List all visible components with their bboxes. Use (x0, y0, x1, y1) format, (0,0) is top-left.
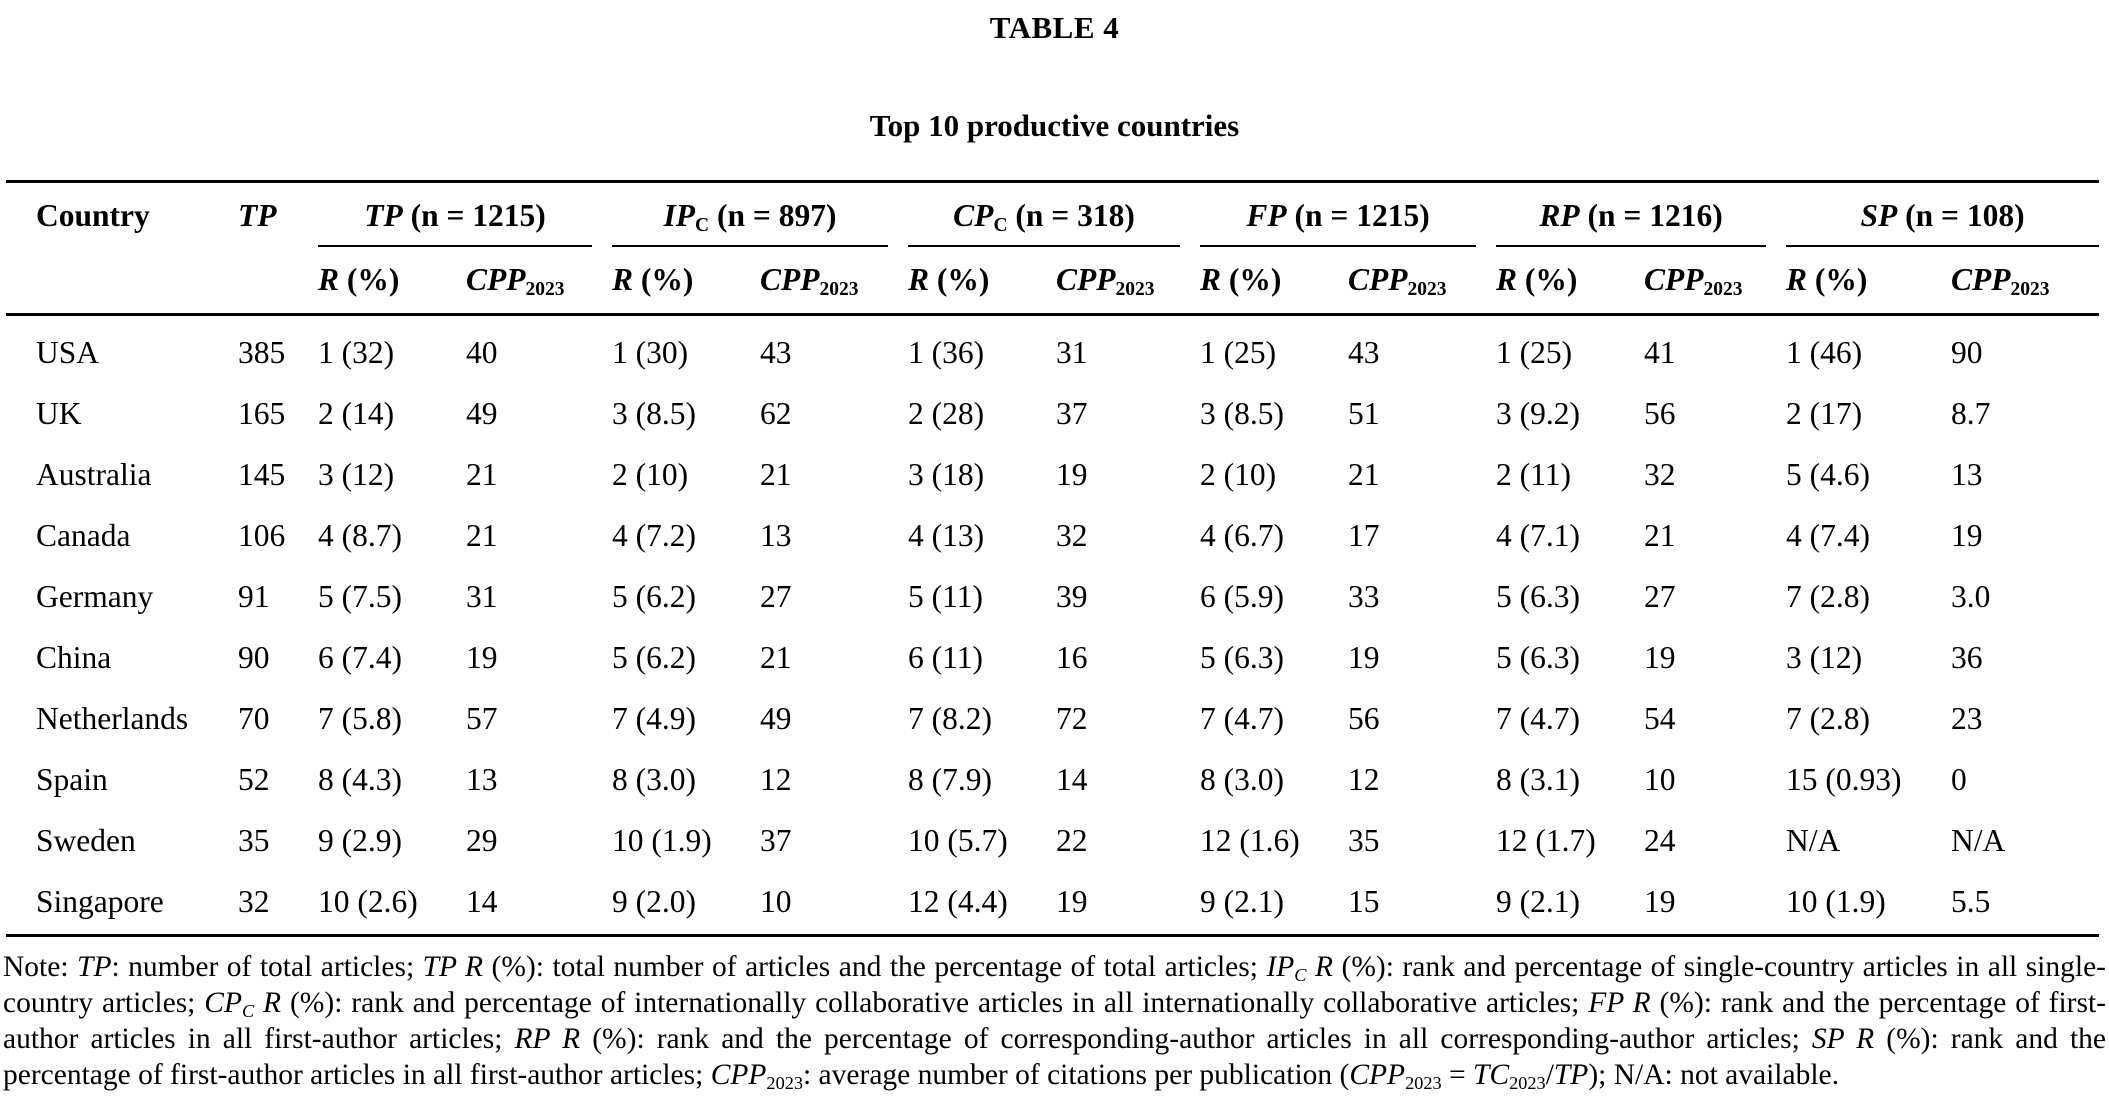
data-cell: 35 (238, 823, 270, 858)
data-cell: 56 (1644, 396, 1676, 431)
header-row-groups (6, 182, 2099, 248)
data-cell: 32 (1056, 518, 1088, 553)
data-cell: 9 (2.1) (1200, 871, 1348, 936)
subheader-cpp-cp: $CPP_{2023}$ (1056, 247, 1200, 315)
note-text: ); N/A: not available. (1588, 1059, 1840, 1091)
data-cell: 10 (1644, 762, 1676, 797)
data-cell: 19 (1056, 457, 1088, 492)
data-cell: 39 (1056, 579, 1088, 614)
country-cell: China (36, 640, 112, 675)
group-header-fp (1200, 182, 1496, 248)
data-cell: 62 (760, 396, 792, 431)
data-cell: 49 (760, 701, 792, 736)
data-cell: 3.0 (1951, 579, 1991, 614)
data-cell: 2 (10) (612, 457, 689, 492)
group-header-cp (908, 182, 1200, 248)
data-cell: 32 (238, 871, 318, 936)
table-row (6, 315, 2099, 384)
data-cell: 21 (466, 518, 498, 553)
data-cell: 57 (466, 701, 498, 736)
data-cell: 17 (1348, 518, 1380, 553)
note-text: 2023 (1405, 1073, 1442, 1094)
subheader-cpp-tp: $CPP_{2023}$ (466, 247, 612, 315)
data-cell: 72 (1056, 701, 1088, 736)
note-text: IP (1266, 951, 1295, 983)
data-cell: 8 (4.3) (318, 762, 402, 797)
data-cell: 35 (1348, 823, 1380, 858)
data-cell: 4 (7.1) (1496, 518, 1580, 553)
table-row (6, 871, 2099, 936)
country-cell: Sweden (36, 823, 136, 858)
data-cell: 5.5 (1951, 871, 2099, 936)
data-cell: 8 (3.0) (612, 762, 696, 797)
data-cell: 10 (1.9) (1786, 871, 1951, 936)
data-cell: 2 (14) (318, 396, 395, 431)
data-cell: 21 (1644, 518, 1676, 553)
data-cell: 1 (25) (1496, 335, 1573, 370)
subheader-rank-sp: R (%) (1786, 247, 1951, 315)
data-cell: 145 (238, 457, 286, 492)
data-cell: 43 (760, 335, 792, 370)
data-cell: 5 (6.3) (1496, 579, 1580, 614)
data-cell: 33 (1348, 579, 1380, 614)
data-cell: 3 (8.5) (612, 396, 696, 431)
data-cell: 5 (6.2) (612, 640, 696, 675)
data-cell: 3 (12) (318, 457, 395, 492)
data-cell: 43 (1348, 335, 1380, 370)
data-cell: 52 (238, 762, 270, 797)
data-cell: 8.7 (1951, 396, 1991, 431)
data-cell: 29 (466, 823, 498, 858)
data-cell: 32 (1644, 457, 1676, 492)
data-cell: 15 (1348, 871, 1496, 936)
data-cell: 5 (6.3) (1200, 640, 1284, 675)
data-cell: 6 (5.9) (1200, 579, 1284, 614)
data-cell: 31 (466, 579, 498, 614)
data-cell: 14 (1056, 762, 1088, 797)
note-text: CPP (1349, 1059, 1406, 1091)
note-text: (%): rank and percentage of internationally collaborative articles in all internationally collaborative articles; (281, 987, 1589, 1019)
data-cell: 12 (1348, 762, 1380, 797)
data-cell: 24 (1644, 823, 1676, 858)
data-cell: 10 (1.9) (612, 823, 712, 858)
data-cell: 2 (11) (1496, 457, 1571, 492)
data-cell: 19 (1644, 640, 1676, 675)
note-text: (%): rank and the percentage of corresponding-author articles in all corresponding-author articles; (580, 1023, 1812, 1055)
country-cell: Netherlands (36, 701, 189, 736)
table-body (6, 315, 2099, 936)
note-text: C (241, 1001, 255, 1022)
data-cell: 19 (1348, 640, 1380, 675)
data-cell: 3 (9.2) (1496, 396, 1580, 431)
data-cell: 10 (760, 871, 908, 936)
note-text: : number of total articles; (111, 951, 423, 983)
data-cell: 16 (1056, 640, 1088, 675)
data-cell: 7 (2.8) (1786, 701, 1870, 736)
data-cell: 90 (1951, 335, 1983, 370)
note-text: RP R (514, 1023, 581, 1055)
data-cell: 7 (4.7) (1496, 701, 1580, 736)
country-cell: USA (36, 335, 100, 370)
data-cell: 37 (760, 823, 792, 858)
data-cell: 27 (1644, 579, 1676, 614)
data-cell: 9 (2.9) (318, 823, 402, 858)
note-text: Note: (3, 951, 78, 983)
data-cell: 8 (3.1) (1496, 762, 1580, 797)
note-text: (%): rank and percentage of single-country articles in all single-country articles; (3, 951, 2106, 1019)
group-header-label: RP (n = 1216) (1496, 198, 1766, 247)
table-row (6, 810, 2099, 871)
data-cell: 5 (11) (908, 579, 983, 614)
group-header-tp (318, 182, 612, 248)
data-cell: 5 (6.3) (1496, 640, 1580, 675)
group-header-label: TP (n = 1215) (318, 198, 592, 247)
country-cell: Canada (36, 518, 131, 553)
table-row (6, 749, 2099, 810)
data-cell: 5 (7.5) (318, 579, 402, 614)
data-cell: 4 (8.7) (318, 518, 402, 553)
data-cell: 13 (760, 518, 792, 553)
data-cell: 165 (238, 396, 286, 431)
data-cell: 21 (1348, 457, 1380, 492)
group-header-rp (1496, 182, 1786, 248)
data-cell: N/A (1951, 823, 2006, 858)
data-cell: 7 (8.2) (908, 701, 992, 736)
subheader-cpp-fp: $CPP_{2023}$ (1348, 247, 1496, 315)
data-cell: N/A (1786, 823, 1841, 858)
table-caption: Top 10 productive countries (869, 108, 1240, 143)
data-cell: 7 (4.7) (1200, 701, 1284, 736)
data-cell: 3 (18) (908, 457, 985, 492)
subheader-cpp-ip: $CPP_{2023}$ (760, 247, 908, 315)
data-cell: 1 (46) (1786, 335, 1863, 370)
data-cell: 8 (3.0) (1200, 762, 1284, 797)
note-text: SP R (1811, 1023, 1875, 1055)
data-cell: 13 (466, 762, 498, 797)
note-text: (%): total number of articles and the percentage of total articles; (483, 951, 1267, 983)
data-cell: 56 (1348, 701, 1380, 736)
data-cell: 37 (1056, 396, 1088, 431)
table-row (6, 627, 2099, 688)
data-cell: 12 (760, 762, 792, 797)
note-text: R (1306, 951, 1334, 983)
data-cell: 12 (1.6) (1200, 823, 1300, 858)
data-cell: 1 (36) (908, 335, 985, 370)
country-cell: Spain (36, 762, 108, 797)
group-header-label: SP (n = 108) (1786, 198, 2099, 247)
data-cell: 2 (28) (908, 396, 985, 431)
data-cell: 36 (1951, 640, 1983, 675)
productive-countries-table (6, 180, 2099, 937)
note-text: (%): rank and the percentage of first-author articles in all first-author articles; (3, 1023, 2106, 1091)
data-cell: 12 (4.4) (908, 871, 1056, 936)
note-text: 2023 (766, 1073, 803, 1094)
note-text: 2023 (1509, 1073, 1546, 1094)
data-cell: 1 (30) (612, 335, 689, 370)
data-cell: 5 (4.6) (1786, 457, 1870, 492)
data-cell: 4 (7.2) (612, 518, 696, 553)
note-text: : average number of citations per publication ( (802, 1059, 1350, 1091)
note-text: = (1441, 1059, 1474, 1091)
data-cell: 21 (760, 457, 792, 492)
table-row (6, 444, 2099, 505)
group-header-label: $CP_C$ (n = 318) (908, 198, 1180, 247)
data-cell: 51 (1348, 396, 1380, 431)
subheader-rank-fp: R (%) (1200, 247, 1348, 315)
data-cell: 0 (1951, 762, 1967, 797)
data-cell: 5 (6.2) (612, 579, 696, 614)
table-row (6, 566, 2099, 627)
data-cell: 6 (11) (908, 640, 983, 675)
data-cell: 7 (2.8) (1786, 579, 1870, 614)
country-column-header: Country (6, 182, 238, 315)
data-cell: 7 (4.9) (612, 701, 696, 736)
data-cell: 3 (8.5) (1200, 396, 1284, 431)
data-cell: 2 (17) (1786, 396, 1863, 431)
data-cell: 91 (238, 579, 270, 614)
data-cell: 13 (1951, 457, 1983, 492)
data-cell: 10 (2.6) (318, 871, 466, 936)
country-cell: UK (36, 396, 82, 431)
tp-column-header (238, 182, 318, 315)
group-header-label: FP (n = 1215) (1200, 198, 1476, 247)
table-number-title: TABLE 4 (989, 10, 1120, 45)
subheader-rank-ip: R (%) (612, 247, 760, 315)
data-cell: 1 (32) (318, 335, 395, 370)
table-note (3, 949, 2106, 1093)
note-text: / (1545, 1059, 1554, 1091)
data-cell: 15 (0.93) (1786, 762, 1902, 797)
group-header-sp (1786, 182, 2099, 248)
data-cell: 49 (466, 396, 498, 431)
data-cell: 9 (2.0) (612, 871, 760, 936)
table-row (6, 505, 2099, 566)
data-cell: 19 (1644, 871, 1786, 936)
header-row-sub (6, 247, 2099, 315)
data-cell: 40 (466, 335, 498, 370)
data-cell: 22 (1056, 823, 1088, 858)
tp-column-header-label: TP (238, 198, 277, 233)
data-cell: 2 (10) (1200, 457, 1277, 492)
data-cell: 70 (238, 701, 270, 736)
data-cell: 12 (1.7) (1496, 823, 1596, 858)
table-row (6, 688, 2099, 749)
data-cell: 4 (6.7) (1200, 518, 1284, 553)
data-cell: 9 (2.1) (1496, 871, 1644, 936)
subheader-rank-tp: R (%) (318, 247, 466, 315)
group-header-ip (612, 182, 908, 248)
subheader-rank-cp: R (%) (908, 247, 1056, 315)
data-cell: 106 (238, 518, 286, 553)
note-text: C (1294, 965, 1307, 986)
data-cell: 1 (25) (1200, 335, 1277, 370)
data-cell: 19 (1951, 518, 1983, 553)
note-text: TP R (422, 951, 484, 983)
data-cell: 10 (5.7) (908, 823, 1008, 858)
data-cell: 23 (1951, 701, 1983, 736)
data-cell: 90 (238, 640, 270, 675)
data-cell: 385 (238, 335, 286, 370)
note-text: TP (1553, 1059, 1589, 1091)
note-text: R (254, 987, 282, 1019)
data-cell: 54 (1644, 701, 1676, 736)
note-text: CP (204, 987, 242, 1019)
subheader-cpp-rp: $CPP_{2023}$ (1644, 247, 1786, 315)
data-cell: 8 (7.9) (908, 762, 992, 797)
country-cell: Australia (36, 457, 152, 492)
data-cell: 14 (466, 871, 612, 936)
data-cell: 3 (12) (1786, 640, 1863, 675)
data-cell: 19 (1056, 871, 1200, 936)
note-text: TC (1473, 1059, 1510, 1091)
data-cell: 4 (13) (908, 518, 985, 553)
data-cell: 7 (5.8) (318, 701, 402, 736)
data-cell: 21 (760, 640, 792, 675)
data-cell: 41 (1644, 335, 1676, 370)
country-cell: Singapore (6, 871, 238, 936)
table-row (6, 383, 2099, 444)
data-cell: 4 (7.4) (1786, 518, 1870, 553)
subheader-rank-rp: R (%) (1496, 247, 1644, 315)
subheader-cpp-sp: $CPP_{2023}$ (1951, 247, 2099, 315)
note-text: TP (77, 951, 112, 983)
country-cell: Germany (36, 579, 154, 614)
data-cell: 31 (1056, 335, 1088, 370)
data-cell: 19 (466, 640, 498, 675)
note-text: CPP (710, 1059, 767, 1091)
note-text: FP R (1588, 987, 1651, 1019)
data-cell: 21 (466, 457, 498, 492)
note-text: (%): rank and the percentage of first-author articles in all first-author articles; (3, 987, 2107, 1055)
data-cell: 27 (760, 579, 792, 614)
group-header-label: $IP_C$ (n = 897) (612, 198, 888, 247)
data-cell: 6 (7.4) (318, 640, 402, 675)
